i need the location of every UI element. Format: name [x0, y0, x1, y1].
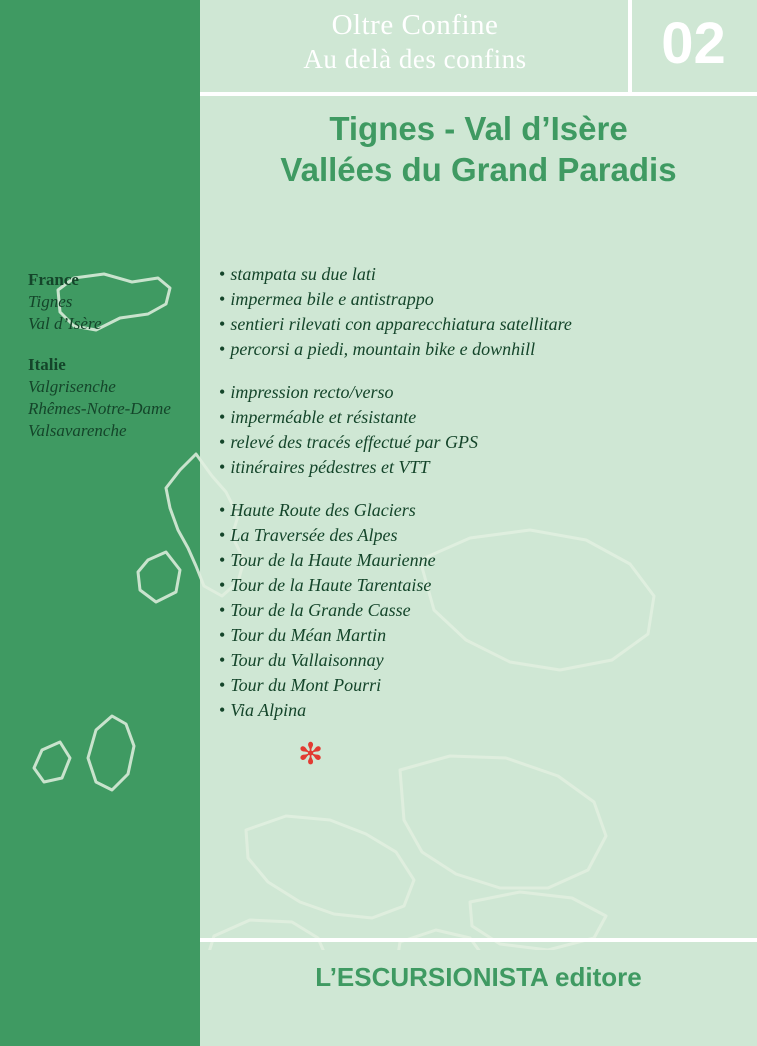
- series-title-french: Au delà des confins: [303, 44, 527, 74]
- region-place-valsavarenche: Valsavarenche: [28, 421, 127, 440]
- bullet-icon: •: [219, 500, 226, 520]
- issue-number: 02: [661, 11, 726, 76]
- bullet-icon: •: [219, 407, 226, 427]
- header-divider-vertical: [628, 0, 632, 92]
- bullet-icon: •: [219, 432, 226, 452]
- list-item: [219, 573, 739, 598]
- bullet-icon: •: [219, 525, 226, 545]
- list-item-label: percorsi a piedi, mountain bike e downhill: [230, 339, 536, 359]
- region-place-tignes: Tignes: [28, 292, 73, 311]
- location-marker-icon: ✻: [298, 738, 324, 771]
- region-place-val-disere: Val d’Isère: [28, 314, 102, 333]
- list-item: [219, 405, 739, 430]
- list-item: [219, 548, 739, 573]
- list-item: [219, 262, 739, 287]
- list-item-label: Tour de la Haute Tarentaise: [230, 575, 432, 595]
- features-italian: [219, 262, 739, 362]
- list-item-label: La Traversée des Alpes: [230, 525, 398, 545]
- list-item: [219, 598, 739, 623]
- list-item: [219, 498, 739, 523]
- list-item: [219, 337, 739, 362]
- list-item-label: Via Alpina: [230, 700, 307, 720]
- page-title: [204, 108, 753, 190]
- features-gap-2: [219, 480, 739, 498]
- list-item-label: Tour de la Haute Maurienne: [230, 550, 436, 570]
- bullet-icon: •: [219, 550, 226, 570]
- list-item: [219, 455, 739, 480]
- list-item-label: Haute Route des Glaciers: [230, 500, 416, 520]
- bullet-icon: •: [219, 675, 226, 695]
- region-list-gap: [28, 335, 203, 353]
- bullet-icon: •: [219, 575, 226, 595]
- list-item: [219, 287, 739, 312]
- list-item-label: sentieri rilevati con apparecchiatura satellitare: [230, 314, 572, 334]
- list-item-label: Tour du Méan Martin: [230, 625, 387, 645]
- bullet-icon: •: [219, 264, 226, 284]
- list-item: [219, 698, 739, 723]
- list-item: [219, 648, 739, 673]
- footer-divider: [200, 938, 757, 942]
- features-gap-1: [219, 362, 739, 380]
- left-green-band: [0, 0, 200, 1046]
- region-country-italie: Italie: [28, 355, 66, 374]
- publisher-name: L’ESCURSIONISTA editore: [315, 962, 642, 992]
- list-item-label: Tour de la Grande Casse: [230, 600, 411, 620]
- features-lists: [219, 262, 739, 723]
- header-divider-horizontal: [200, 92, 757, 96]
- list-item-label: impermea bile e antistrappo: [230, 289, 434, 309]
- list-item: [219, 623, 739, 648]
- features-french: [219, 380, 739, 480]
- list-item-label: Tour du Vallaisonnay: [230, 650, 384, 670]
- bullet-icon: •: [219, 625, 226, 645]
- bullet-icon: •: [219, 700, 226, 720]
- region-list: [28, 268, 203, 442]
- bullet-icon: •: [219, 650, 226, 670]
- list-item-label: itinéraires pédestres et VTT: [230, 457, 430, 477]
- page-title-line2: Vallées du Grand Paradis: [280, 151, 677, 188]
- list-item: [219, 523, 739, 548]
- region-place-valgrisenche: Valgrisenche: [28, 377, 116, 396]
- list-item: [219, 312, 739, 337]
- bullet-icon: •: [219, 339, 226, 359]
- list-item: [219, 430, 739, 455]
- routes-list: [219, 498, 739, 723]
- bullet-icon: •: [219, 457, 226, 477]
- list-item-label: relevé des tracés effectué par GPS: [230, 432, 479, 452]
- series-title: [210, 8, 620, 76]
- region-country-france: France: [28, 270, 79, 289]
- region-place-rhemes-notre-dame: Rhêmes-Notre-Dame: [28, 399, 171, 418]
- bullet-icon: •: [219, 314, 226, 334]
- bullet-icon: •: [219, 382, 226, 402]
- list-item: [219, 380, 739, 405]
- list-item-label: impression recto/verso: [230, 382, 394, 402]
- page-title-line1: Tignes - Val d’Isère: [329, 110, 628, 147]
- series-title-italian: Oltre Confine: [331, 9, 499, 41]
- bullet-icon: •: [219, 600, 226, 620]
- list-item-label: Tour du Mont Pourri: [230, 675, 382, 695]
- list-item: [219, 673, 739, 698]
- list-item-label: imperméable et résistante: [230, 407, 417, 427]
- bullet-icon: •: [219, 289, 226, 309]
- list-item-label: stampata su due lati: [230, 264, 376, 284]
